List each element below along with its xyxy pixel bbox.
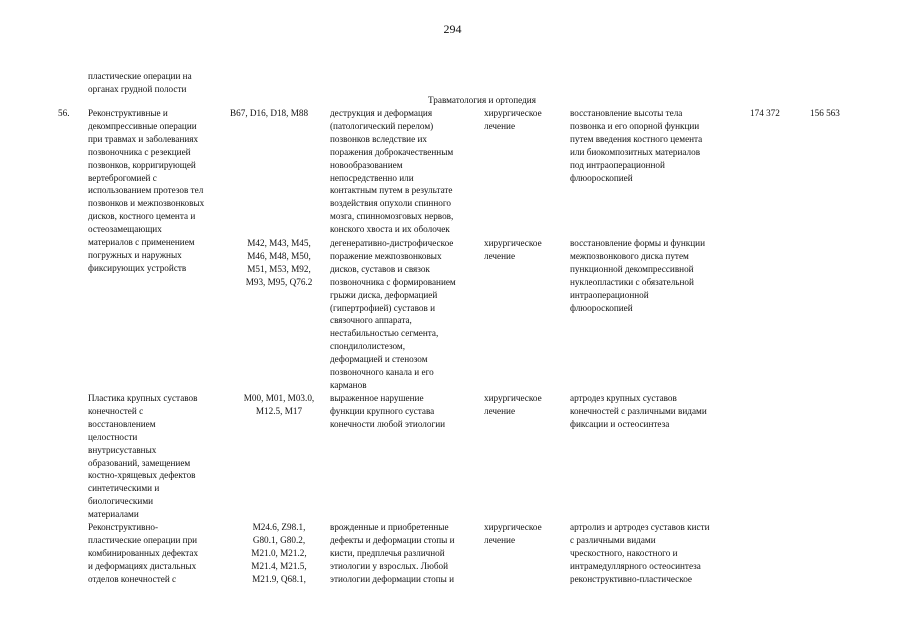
icd-codes: B67, D16, D18, M88 [230, 108, 309, 118]
treatment-method: артродез крупных суставов конечностей с различными видами фиксации и остеосинтеза [570, 393, 707, 429]
method-name: Пластика крупных суставов конечностей с восстановлением целостности внутрисуставных образований, замещением костно-хрящевых дефектов синтетическими и биологическими материалами [88, 393, 198, 520]
row-number: 56. [58, 108, 70, 118]
treatment-type: хирургическое лечение [484, 522, 542, 545]
diagnosis: врожденные и приобретенные дефекты и деформации стопы и кисти, предплечья различной этиологии у взрослых. Любой этиологии деформации стопы и [330, 522, 455, 584]
diagnosis: выраженное нарушение функции крупного сустава конечности любой этиологии [330, 393, 446, 429]
treatment-method: артролиз и артродез суставов кисти с различными видами чрескостного, накостного и интрамедуллярного остеосинтеза реконструктивно-пластическое [570, 522, 710, 584]
treatment-type: хирургическое лечение [484, 108, 542, 131]
intro-text: пластические операции на органах грудной полости [88, 71, 192, 94]
section-header: Травматология и ортопедия [428, 95, 536, 105]
icd-codes: M24.6, Z98.1, G80.1, G80.2, M21.0, M21.2, M21.4, M21.5, M21.9, Q68.1, [251, 522, 307, 584]
treatment-type: хирургическое лечение [484, 238, 542, 261]
cost-2: 156 563 [810, 108, 840, 118]
treatment-method: восстановление высоты тела позвонка и его опорной функции путем введения костного цемента или биокомпозитных материалов под интраоперационной флюороскопией [570, 108, 703, 183]
diagnosis: деструкция и деформация (патологический перелом) позвонков вследствие их поражения доброкачественным новообразованием непосредственно или контактным путем в результате воздействия опухоли спинного мозга, спинномозговых нервов, конского хвоста и их оболочек [330, 108, 454, 235]
icd-codes: M42, M43, M45, M46, M48, M50, M51, M53, M92, M93, M95, Q76.2 [245, 238, 313, 287]
treatment-type: хирургическое лечение [484, 393, 542, 416]
diagnosis: дегенеративно-дистрофическое поражение межпозвонковых дисков, суставов и связок позвоночника с формированием грыжи диска, деформацией (гипертрофией) суставов и связочного аппарата, нестабильностью сегмента, спондилолистезом, деформацией и стенозом позвоночного канала и его карманов [330, 238, 456, 390]
icd-codes: M00, M01, M03.0, M12.5, M17 [243, 393, 315, 416]
method-name: Реконструктивно- пластические операции при комбинированных дефектах и деформациях дистальных отделов конечностей с [88, 522, 199, 584]
page-number: 294 [443, 22, 462, 36]
treatment-method: восстановление формы и функции межпозвонкового диска путем пункционной декомпрессивной нуклеопластики с обязательной интраоперационной флюороскопией [570, 238, 706, 313]
cost-1: 174 372 [750, 108, 780, 118]
method-name: Реконструктивные и декомпрессивные операции при травмах и заболеваниях позвоночника с резекцией позвонков, корригирующей вертеброгомией с использованием протезов тел позвонков и межпозвонковых дисков, костного цемента и остеозамещающих материалов с применением погружных и наружных фиксирующих устройств [88, 108, 205, 273]
